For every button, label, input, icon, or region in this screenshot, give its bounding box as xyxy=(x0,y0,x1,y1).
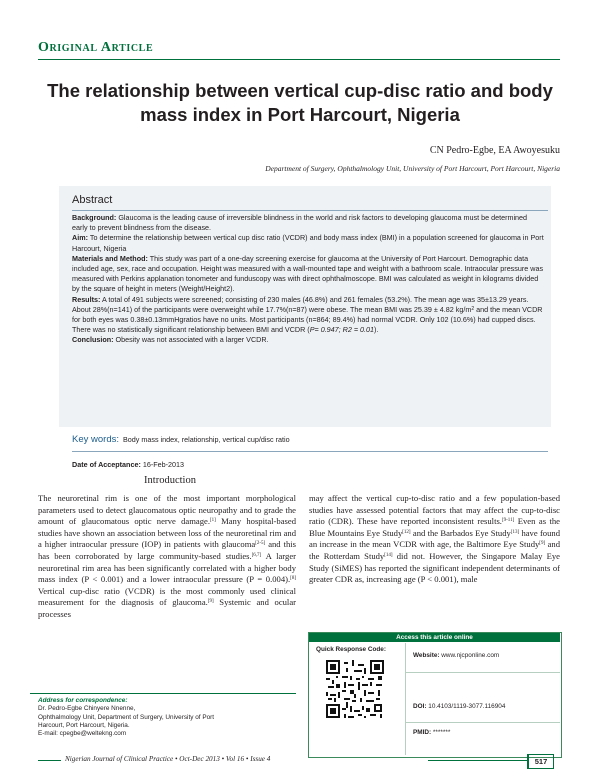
intro-right-text-3: and the Barbados Eye Study xyxy=(410,527,511,538)
qr-code[interactable] xyxy=(326,660,384,718)
footer-journal: Nigerian Journal of Clinical Practice • Oct-Dec 2013 • Vol 16 • Issue 4 xyxy=(65,755,271,763)
access-divider xyxy=(405,643,406,755)
footer-rule-left xyxy=(38,760,61,761)
results-sup: 2 xyxy=(471,305,475,312)
acceptance-value: 16-Feb-2013 xyxy=(142,460,184,469)
intro-left-text-6: Systemic and ocular processes xyxy=(38,597,296,619)
intro-left-paragraph xyxy=(38,493,296,621)
aim-label: Aim: xyxy=(72,233,88,243)
correspondence-name: Dr. Pedro-Egbe Chinyere Nnenne, xyxy=(38,705,136,713)
intro-left-text-4: A larger neuroretinal rim area has been significantly correlated with a higher body mass index (P < 0.001) and a lower intraocular pressure (P = 0.004). xyxy=(38,550,296,585)
correspondence-dept: Ophthalmology Unit, Department of Surgery, University of Port xyxy=(38,713,215,721)
background-text: Glaucoma is the leading cause of irreversible blindness in the world and risk factors to developing glaucoma must be determined early to prevent blindness from the disease. xyxy=(72,213,528,233)
doi-label: DOI: xyxy=(413,703,427,710)
abstract-aim xyxy=(72,233,544,253)
intro-right-text-5: and the Rotterdam Study xyxy=(309,539,560,561)
ref-r2: [12] xyxy=(402,529,411,535)
results-text-b: and the mean VCDR for both eyes was 0.38±0.13mmHgratios have no units. Most participants (n=864; 89.4%) had normal VCDR. Only 102 (10.6%) had cupped discs. There was no statistically significant relationship between BMI and VCDR ( xyxy=(72,304,543,335)
ref-2: [2-5] xyxy=(255,541,266,547)
website-label: Website: xyxy=(413,652,440,659)
acceptance-date xyxy=(72,460,184,469)
intro-left-text-3: and this has been corroborated by large community-based studies. xyxy=(38,539,297,561)
ref-3: [6,7] xyxy=(251,552,262,558)
results-label: Results: xyxy=(72,294,101,304)
results-stat: P= 0.947; R2 = 0.01 xyxy=(309,325,375,335)
results-text-a: A total of 491 subjects were screened; consisting of 230 males (46.8%) and 261 females (53.2%). The mean age was 35±13.29 years. About 28%(n=141) of the participants were overweight while 17.7%(n=87) were obese. The mean BMI was 25.39 ± 4.82 kg/m xyxy=(72,294,529,314)
keywords xyxy=(72,434,548,446)
conclusion-text: Obesity was not associated with a larger VCDR. xyxy=(115,335,269,345)
pmid-row xyxy=(413,729,450,736)
abstract-body xyxy=(72,213,544,346)
abstract-heading: Abstract xyxy=(72,194,113,206)
access-line-1 xyxy=(405,672,560,673)
introduction-heading: Introduction xyxy=(144,475,196,486)
pmid-value: ******* xyxy=(432,729,451,736)
website-row xyxy=(413,652,499,659)
doi-link[interactable]: 10.4103/1119-3077.116904 xyxy=(428,703,506,710)
access-line-2 xyxy=(405,722,560,723)
website-link[interactable]: www.njcponline.com xyxy=(441,652,500,659)
intro-right-paragraph xyxy=(309,493,560,586)
intro-column-right xyxy=(309,493,560,586)
correspondence-city: Harcourt, Port Harcourt, Nigeria. xyxy=(38,721,130,729)
section-label: Original Article xyxy=(38,40,154,55)
correspondence xyxy=(38,697,298,738)
results-text-c: ). xyxy=(374,325,379,335)
conclusion-label: Conclusion: xyxy=(72,335,114,345)
authors: CN Pedro-Egbe, EA Awoyesuku xyxy=(429,145,560,156)
abstract-conclusion xyxy=(72,335,544,345)
ref-r4: [9] xyxy=(539,541,546,547)
background-label: Background: xyxy=(72,213,117,222)
methods-text: This study was part of a one-day screening exercise for glaucoma at the University of Port Harcourt. Demographic data included age, sex, race and occupation. Height was measured with a wall-mounted tape and weight with a bathroom scale. Intraocular pressure was measured with Perkins applanation tonometer and funduscopy was with direct ophthalmoscope. BMI was calculated as weight in kilograms divided by the square of height in meters (Weight/Height2). xyxy=(72,253,544,294)
keywords-text: Body mass index, relationship, vertical cup/disc ratio xyxy=(123,435,290,444)
correspondence-email[interactable]: E-mail: cpegbe@weltekng.com xyxy=(38,730,127,738)
correspondence-heading: Address for correspondence: xyxy=(38,697,128,704)
methods-label: Materials and Method: xyxy=(72,253,148,263)
aim-text: To determine the relationship between vertical cup disc ratio (VCDR) and body mass index (BMI) in a population screened for glaucoma in Port Harcourt, Nigeria xyxy=(72,233,544,253)
ref-4: [8] xyxy=(290,576,296,582)
intro-right-text-2: Even as the Blue Mountains Eye Study xyxy=(309,516,560,538)
ref-r1: [9-11] xyxy=(501,518,515,524)
ref-5: [9] xyxy=(207,599,214,605)
access-heading: Access this article online xyxy=(309,633,560,642)
intro-column-left xyxy=(38,493,296,621)
affiliation: Department of Surgery, Ophthalmology Unit, University of Port Harcourt, Port Harcourt, Nigeria xyxy=(265,164,560,173)
doi-row xyxy=(413,703,505,710)
keywords-rule xyxy=(72,451,548,452)
ref-1: [1] xyxy=(209,518,216,524)
ref-r3: [13] xyxy=(510,529,520,535)
intro-left-text-5: Vertical cup-disc ratio (VCDR) is the most commonly used clinical measurement for the diagnosis of glaucoma. xyxy=(38,585,296,608)
intro-left-text-2: Many hospital-based studies have shown an association between loss of the neuroretinal rim and a higher intraocular pressure (IOP) in patients with glaucoma xyxy=(38,516,296,550)
correspondence-rule xyxy=(30,693,296,694)
qr-label: Quick Response Code: xyxy=(316,646,386,653)
intro-right-text-6: did not. However, the Singapore Malay Eye Study (SiMES) has reported the significant independent determinants of greater CDR as, increasing age (P < 0.001), male xyxy=(309,550,560,585)
abstract-rule xyxy=(72,210,548,211)
ref-r5: [14] xyxy=(384,552,393,558)
section-rule xyxy=(38,59,560,60)
intro-right-text-1: may affect the vertical cup-to-disc ratio and a few population-based studies have assessed potential factors that may affect the cup-to-disc ratio (CDR). These have reported inconsistent results. xyxy=(309,493,560,527)
abstract-results xyxy=(72,295,544,336)
article-title: The relationship between vertical cup-disc ratio and body mass index in Port Harcourt, Nigeria xyxy=(47,80,553,125)
page-number: 517 xyxy=(527,754,554,769)
acceptance-label: Date of Acceptance: xyxy=(72,460,141,469)
abstract-background xyxy=(72,213,544,233)
abstract-methods xyxy=(72,254,544,295)
keywords-label: Key words: xyxy=(72,434,119,445)
footer-rule-right xyxy=(428,760,527,761)
intro-left-text-1: The neuroretinal rim is one of the most important morphological parameters used to detect glaucomatous optic neuropathy and to grade the amount of glaucomatous optic nerve damage. xyxy=(38,493,296,527)
pmid-label: PMID: xyxy=(413,729,432,736)
intro-right-text-4: have found an increase in the mean VCDR with age, the Baltimore Eye Study xyxy=(309,527,560,550)
